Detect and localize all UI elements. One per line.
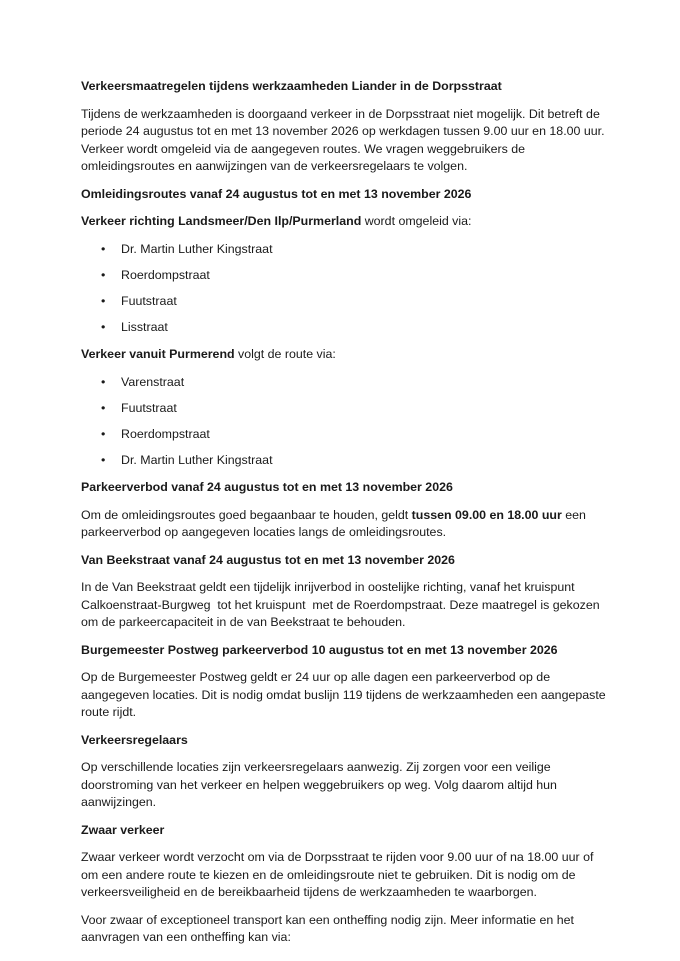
document-page [81,78,609,957]
intro-paragraph: Tijdens de werkzaamheden is doorgaand verkeer in de Dorpsstraat niet mogelijk. Dit betreft de periode 24 augustus tot en met 13 november 2026 op werkdagen tussen 9.00 uur en 18.00 uur. Verkeer wordt omgeleid via de aangegeven routes. We vragen weggebruikers de omleidingsroutes en aanwijzingen van de verkeersregelaars te volgen. [81,106,605,173]
regelaars-paragraph: Op verschillende locaties zijn verkeersregelaars aanwezig. Zij zorgen voor een veilige doorstroming van het verkeer en helpen weggebruikers op weg. Volg daarom altijd hun aanwijzingen. [81,760,557,809]
route2-label-bold: Verkeer vanuit Purmerend [81,347,235,361]
list-item: • Fuutstraat [81,400,609,418]
postweg-heading: Burgemeester Postweg parkeerverbod 10 augustus tot en met 13 november 2026 [81,642,558,657]
list-item: • Dr. Martin Luther Kingstraat [81,452,609,470]
list-item: • Varenstraat [81,374,609,392]
beekstraat-heading: Van Beekstraat vanaf 24 augustus tot en met 13 november 2026 [81,552,455,567]
parking-paragraph [81,507,609,542]
parking-text-bold: tussen 09.00 en 18.00 uur [411,507,562,522]
list-item: • Roerdompstraat [81,426,609,444]
route2-label-rest: volgt de route via: [234,347,336,361]
route1-label-rest: wordt omgeleid via: [361,214,472,228]
route2-label [81,346,609,364]
route2-list [81,374,609,470]
route1-label-bold: Verkeer richting Landsmeer/Den Ilp/Purmerland [81,214,362,228]
route1-label [81,213,609,231]
parking-heading: Parkeerverbod vanaf 24 augustus tot en met 13 november 2026 [81,480,453,494]
beekstraat-paragraph: In de Van Beekstraat geldt een tijdelijk inrijverbod in oostelijke richting, vanaf het kruispunt Calkoenstraat-Burgweg tot het kruispunt met de Roerdompstraat. Deze maatregel is gekozen om de parkeercapaciteit in de van Beekstraat te behouden. [81,580,604,629]
document-title: Verkeersmaatregelen tijdens werkzaamheden Liander in de Dorpsstraat [81,79,502,93]
parking-text-before: Om de omleidingsroutes goed begaanbaar te houden, geldt [81,507,412,522]
zwaar-paragraph-2: Voor zwaar of exceptioneel transport kan een ontheffing nodig zijn. Meer informatie en het aanvragen van een ontheffing kan via: [81,912,574,944]
list-item: • Fuutstraat [81,293,609,311]
regelaars-heading: Verkeersregelaars [81,732,188,747]
zwaar-heading: Zwaar verkeer [81,822,165,837]
list-item: • Lisstraat [81,319,609,337]
zwaar-paragraph-1: Zwaar verkeer wordt verzocht om via de Dorpsstraat te rijden voor 9.00 uur of na 18.00 uur of om een andere route te kiezen en de omleidingsroute niet te gebruiken. Dit is nodig om de verkeersveiligheid en de bereikbaarheid tijdens de werkzaamheden te waarborgen. [81,850,594,899]
route1-list [81,241,609,337]
postweg-paragraph: Op de Burgemeester Postweg geldt er 24 uur op alle dagen een parkeerverbod op de aangegeven locaties. Dit is nodig omdat buslijn 119 tijdens de werkzaamheden een aangepaste route rijdt. [81,670,606,719]
list-item: • Dr. Martin Luther Kingstraat [81,241,609,259]
list-item: • Roerdompstraat [81,267,609,285]
detours-heading: Omleidingsroutes vanaf 24 augustus tot en met 13 november 2026 [81,186,472,201]
parking-text-after: een parkeerverbod op aangegeven locaties langs de omleidingsroutes. [81,507,586,539]
